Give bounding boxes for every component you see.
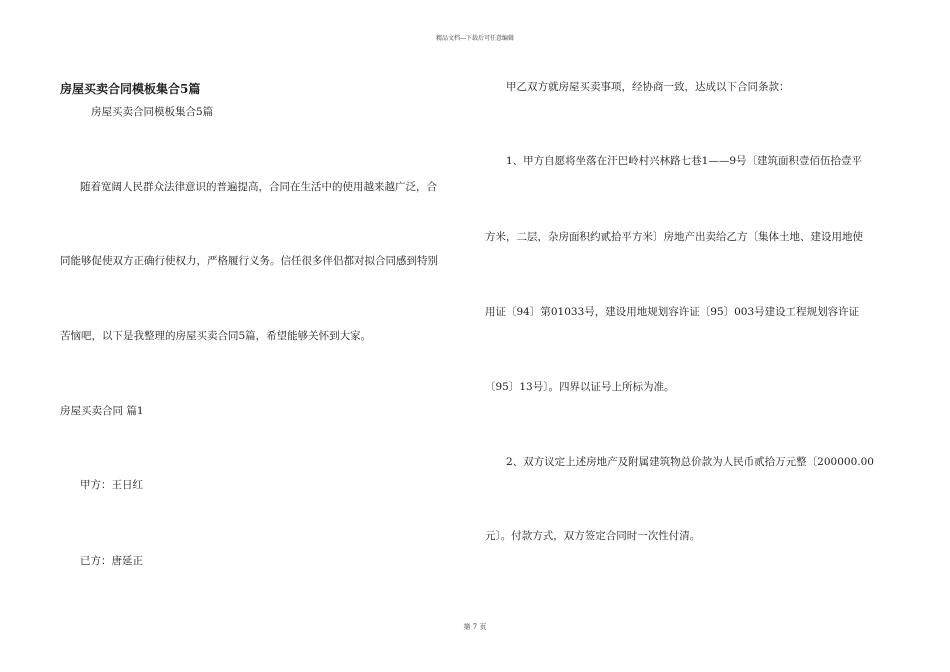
clause-1-line-4: 〔95〕13号〕。四界以证号上所标为准。 <box>485 381 675 393</box>
clause-2-line-1: 2、双方议定上述房地产及附属建筑物总价款为人民币贰拾万元整〔200000.00 <box>506 456 874 468</box>
document-subtitle: 房屋买卖合同模板集合5篇 <box>91 106 214 118</box>
right-line-1: 甲乙双方就房屋买卖事项，经协商一致，达成以下合同条款： <box>506 81 790 93</box>
clause-1-line-1: 1、甲方自愿将坐落在汗巴岭村兴林路七巷1——9号〔建筑面积壹佰伍拾壹平 <box>506 155 863 167</box>
clause-2-line-2: 元〕。付款方式，双方签定合同时一次性付清。 <box>485 530 701 542</box>
document-title: 房屋买卖合同模板集合5篇 <box>60 82 201 96</box>
party-b: 已方：唐延正 <box>80 555 143 567</box>
page-header: 精品文档---下载后可任意编辑 <box>435 35 515 42</box>
clause-1-line-3: 用证〔94〕第01033号，建设用地规划容许证〔95〕003号建设工程规划容许证 <box>485 306 860 318</box>
clause-1-line-2: 方米，二层，杂房面积约贰拾平方米〕房地产出卖给乙方〔集体土地、建设用地使 <box>485 231 863 243</box>
intro-line-1: 随着宽阔人民群众法律意识的普遍提高，合同在生活中的使用越来越广泛，合 <box>80 181 437 193</box>
page-number: 第 7 页 <box>463 623 487 631</box>
intro-line-3: 苦恼吧，以下是我整理的房屋买卖合同5篇，希望能够关怀到大家。 <box>60 330 372 342</box>
section-heading: 房屋买卖合同 篇1 <box>60 405 144 417</box>
party-a: 甲方：王日红 <box>80 479 143 491</box>
intro-line-2: 同能够促使双方正确行使权力，严格履行义务。信任很多伴侣都对拟合同感到特别 <box>60 255 438 267</box>
